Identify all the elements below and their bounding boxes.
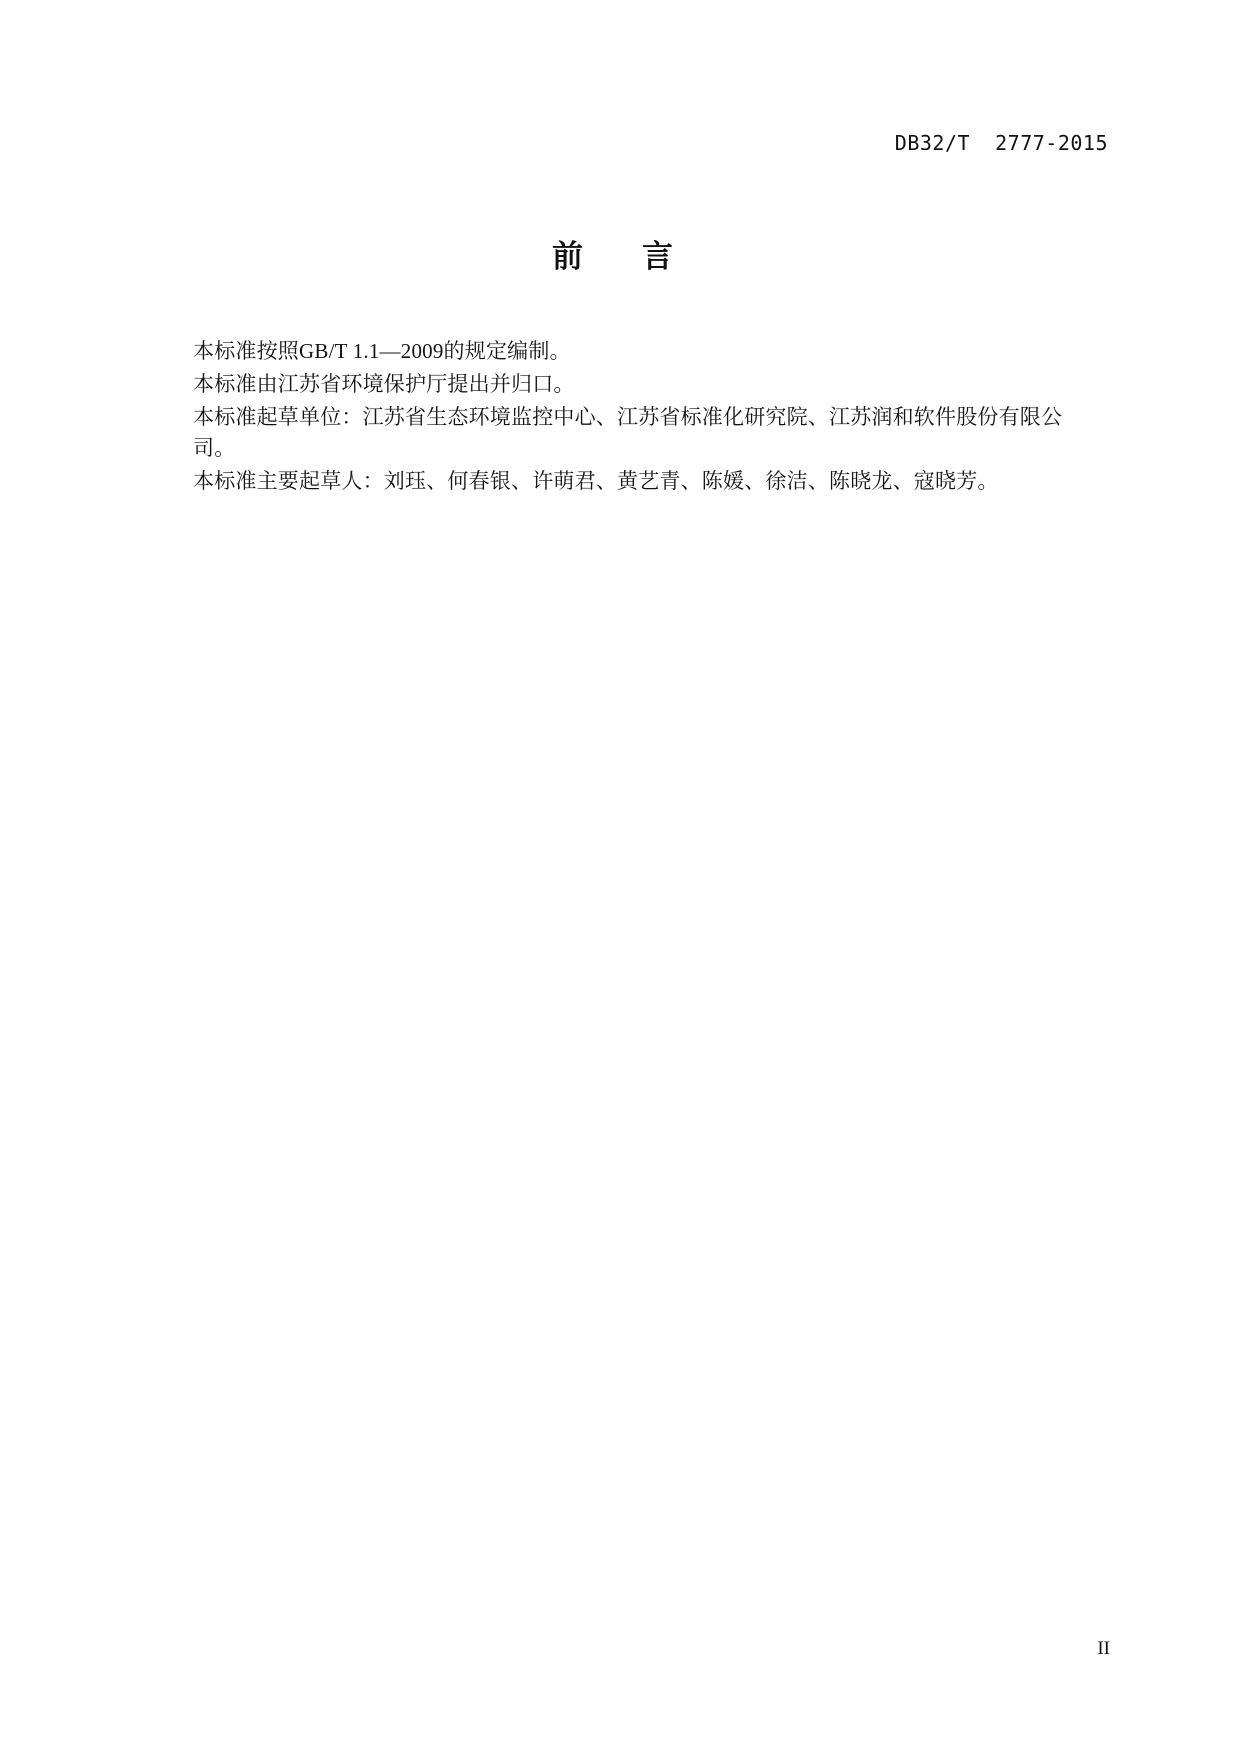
foreword-paragraph: 本标准主要起草人：刘珏、何春银、许萌君、黄艺青、陈媛、徐洁、陈晓龙、寇晓芳。	[193, 469, 999, 493]
foreword-paragraph: 本标准由江苏省环境保护厅提出并归口。	[193, 372, 575, 396]
page-title: 前 言	[552, 239, 687, 274]
foreword-paragraph: 本标准起草单位：江苏省生态环境监控中心、江苏省标准化研究院、江苏润和软件股份有限公司。	[193, 405, 1063, 460]
foreword-body	[193, 336, 1077, 497]
standard-number-header: DB32/T 2777-2015	[894, 131, 1108, 155]
foreword-paragraph: 本标准按照GB/T 1.1—2009的规定编制。	[193, 339, 571, 363]
page-number: II	[1097, 1638, 1110, 1659]
